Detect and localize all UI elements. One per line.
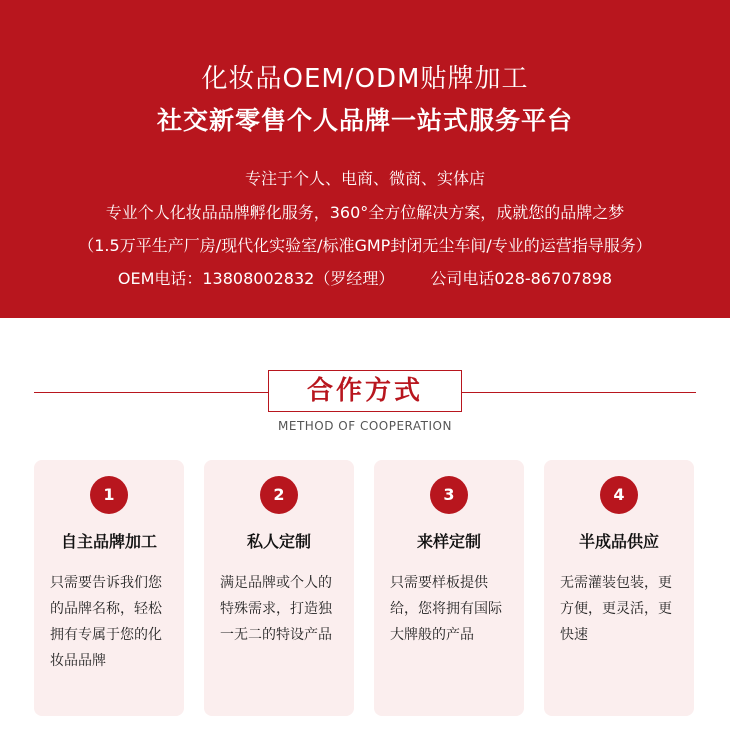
cooperation-card-2 [204,460,354,716]
banner-line-2: 专业个人化妆品品牌孵化服务，360°全方位解决方案，成就您的品牌之梦 [105,203,625,222]
step-number-badge: 1 [90,476,128,514]
card-description: 只需要告诉我们您 的品牌名称，轻松 拥有专属于您的化 妆品品牌 [50,575,162,669]
banner-title: 化妆品OEM/ODM贴牌加工 [201,64,529,94]
card-description: 满足品牌或个人的 特殊需求，打造独 一无二的特设产品 [220,575,332,643]
step-number-badge: 2 [260,476,298,514]
section-divider-right [462,392,696,393]
banner-line-3: （1.5万平生产厂房/现代化实验室/标准GMP封闭无尘车间/专业的运营指导服务） [78,236,652,255]
banner-contact-line [0,266,730,289]
company-phone: 公司电话028-86707898 [430,269,613,288]
section-divider-left [34,392,268,393]
card-title: 半成品供应 [578,532,659,551]
card-description: 无需灌装包装，更 方便，更灵活，更 快速 [560,575,672,643]
cooperation-card-4 [544,460,694,716]
cooperation-card-3 [374,460,524,716]
hero-banner [0,0,730,318]
banner-subtitle: 社交新零售个人品牌一站式服务平台 [156,106,573,135]
banner-line-1: 专注于个人、电商、微商、实体店 [244,169,485,188]
section-subtitle: METHOD OF COOPERATION [278,419,452,433]
step-number-badge: 4 [600,476,638,514]
oem-phone: OEM电话：13808002832（罗经理） [117,269,395,288]
step-number-badge: 3 [430,476,468,514]
card-title: 来样定制 [416,532,481,551]
card-description: 只需要样板提供 给，您将拥有国际 大牌般的产品 [390,575,502,643]
cooperation-card-1 [34,460,184,716]
card-title: 自主品牌加工 [60,532,157,551]
card-title: 私人定制 [246,532,311,551]
section-title: 合作方式 [268,370,462,412]
